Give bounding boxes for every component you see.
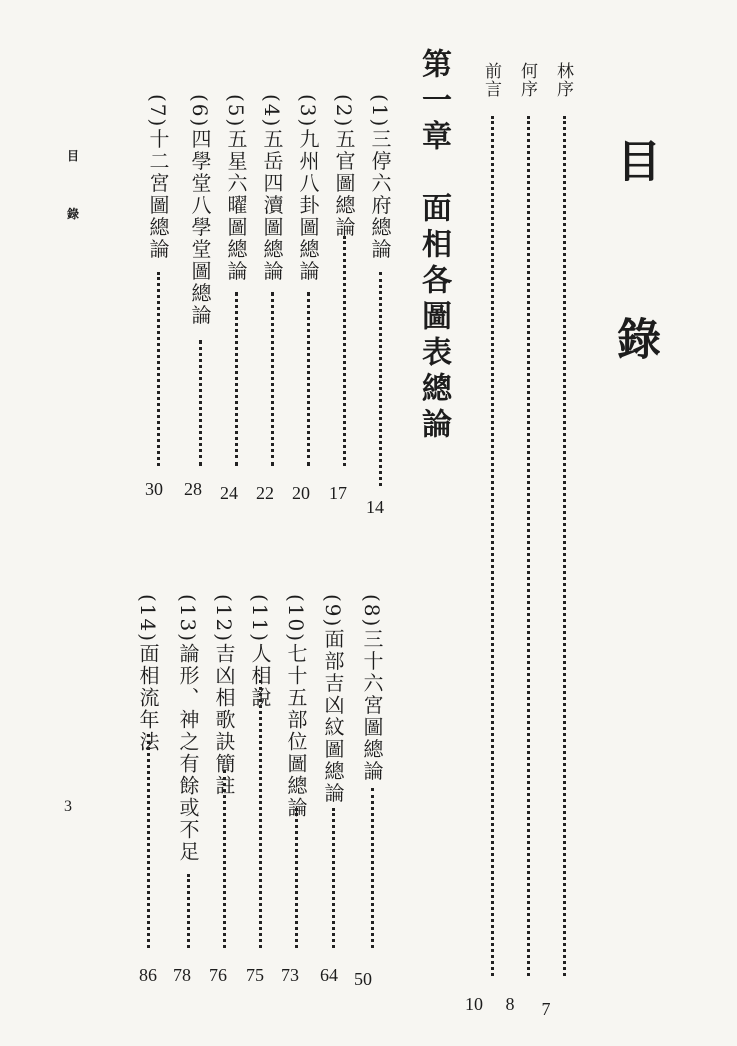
toc-entry-page: 78: [173, 965, 191, 985]
toc-entry-label: (5)五星六曜圖總論: [224, 94, 248, 283]
toc-entry-page: 24: [220, 483, 238, 503]
toc-entry-page: 14: [366, 497, 384, 517]
toc-entry-leader-dots: [371, 788, 374, 948]
front-matter-page-he-xu: 8: [505, 994, 515, 1014]
toc-entry-page: 86: [139, 965, 157, 985]
toc-title-char-2: 錄: [609, 316, 660, 360]
front-matter-label-lin-xu: 林序: [553, 62, 573, 98]
toc-entry-label: (7)十二宮圖總論: [146, 94, 170, 261]
toc-entry-leader-dots: [271, 292, 274, 466]
toc-entry-leader-dots: [199, 340, 202, 466]
toc-entry-page: 20: [292, 483, 310, 503]
toc-entry-leader-dots: [147, 734, 150, 948]
toc-title-char-1: 目: [609, 138, 660, 182]
toc-entry-leader-dots: [259, 680, 262, 948]
toc-entry-label: (8)三十六宮圖總論: [360, 594, 384, 783]
toc-entry-leader-dots: [187, 874, 190, 948]
toc-entry-page: 22: [256, 483, 274, 503]
toc-entry-page: 76: [209, 965, 227, 985]
toc-entry-label: (13)論形、神之有餘或不足: [176, 594, 200, 864]
toc-entry-label: (14)面相流年法: [136, 594, 160, 754]
front-matter-label-qian-yan: 前言: [481, 62, 501, 98]
front-matter-label-he-xu: 何序: [517, 62, 537, 98]
front-matter-leader-dots: [563, 116, 566, 976]
toc-entry-label: (6)四學堂八學堂圖總論: [188, 94, 212, 327]
front-matter-page-lin-xu: 7: [541, 999, 551, 1019]
toc-entry-page: 50: [354, 969, 372, 989]
toc-entry-label: (1)三停六府總論: [368, 94, 392, 261]
front-matter-leader-dots: [527, 116, 530, 976]
running-head-char-1: 目: [67, 149, 80, 163]
toc-entry-leader-dots: [307, 292, 310, 466]
toc-entry-leader-dots: [295, 808, 298, 948]
toc-entry-leader-dots: [157, 272, 160, 466]
toc-entry-label: (2)五官圖總論: [332, 94, 356, 239]
front-matter-page-qian-yan: 10: [465, 994, 483, 1014]
toc-entry-label: (4)五岳四瀆圖總論: [260, 94, 284, 283]
toc-entry-leader-dots: [332, 808, 335, 948]
toc-entry-page: 75: [246, 965, 264, 985]
toc-entry-label: (12)吉凶相歌訣簡註: [212, 594, 236, 798]
toc-entry-page: 17: [329, 483, 347, 503]
toc-entry-leader-dots: [235, 292, 238, 466]
toc-entry-page: 64: [320, 965, 338, 985]
toc-entry-label: (10)七十五部位圖總論: [284, 594, 308, 820]
toc-entry-label: (3)九州八卦圖總論: [296, 94, 320, 283]
chapter-heading: 第一章 面相各圖表總論: [416, 48, 451, 444]
toc-entry-page: 28: [184, 479, 202, 499]
toc-entry-page: 30: [145, 479, 163, 499]
front-matter-leader-dots: [491, 116, 494, 976]
toc-entry-leader-dots: [343, 236, 346, 466]
toc-entry-leader-dots: [379, 272, 382, 486]
running-head-char-2: 錄: [67, 207, 80, 221]
toc-entry-leader-dots: [223, 770, 226, 948]
toc-entry-page: 73: [281, 965, 299, 985]
toc-entry-label: (11)人相說: [248, 594, 272, 710]
toc-entry-label: (9)面部吉凶紋圖總論: [321, 594, 345, 805]
page-number: 3: [64, 798, 72, 815]
